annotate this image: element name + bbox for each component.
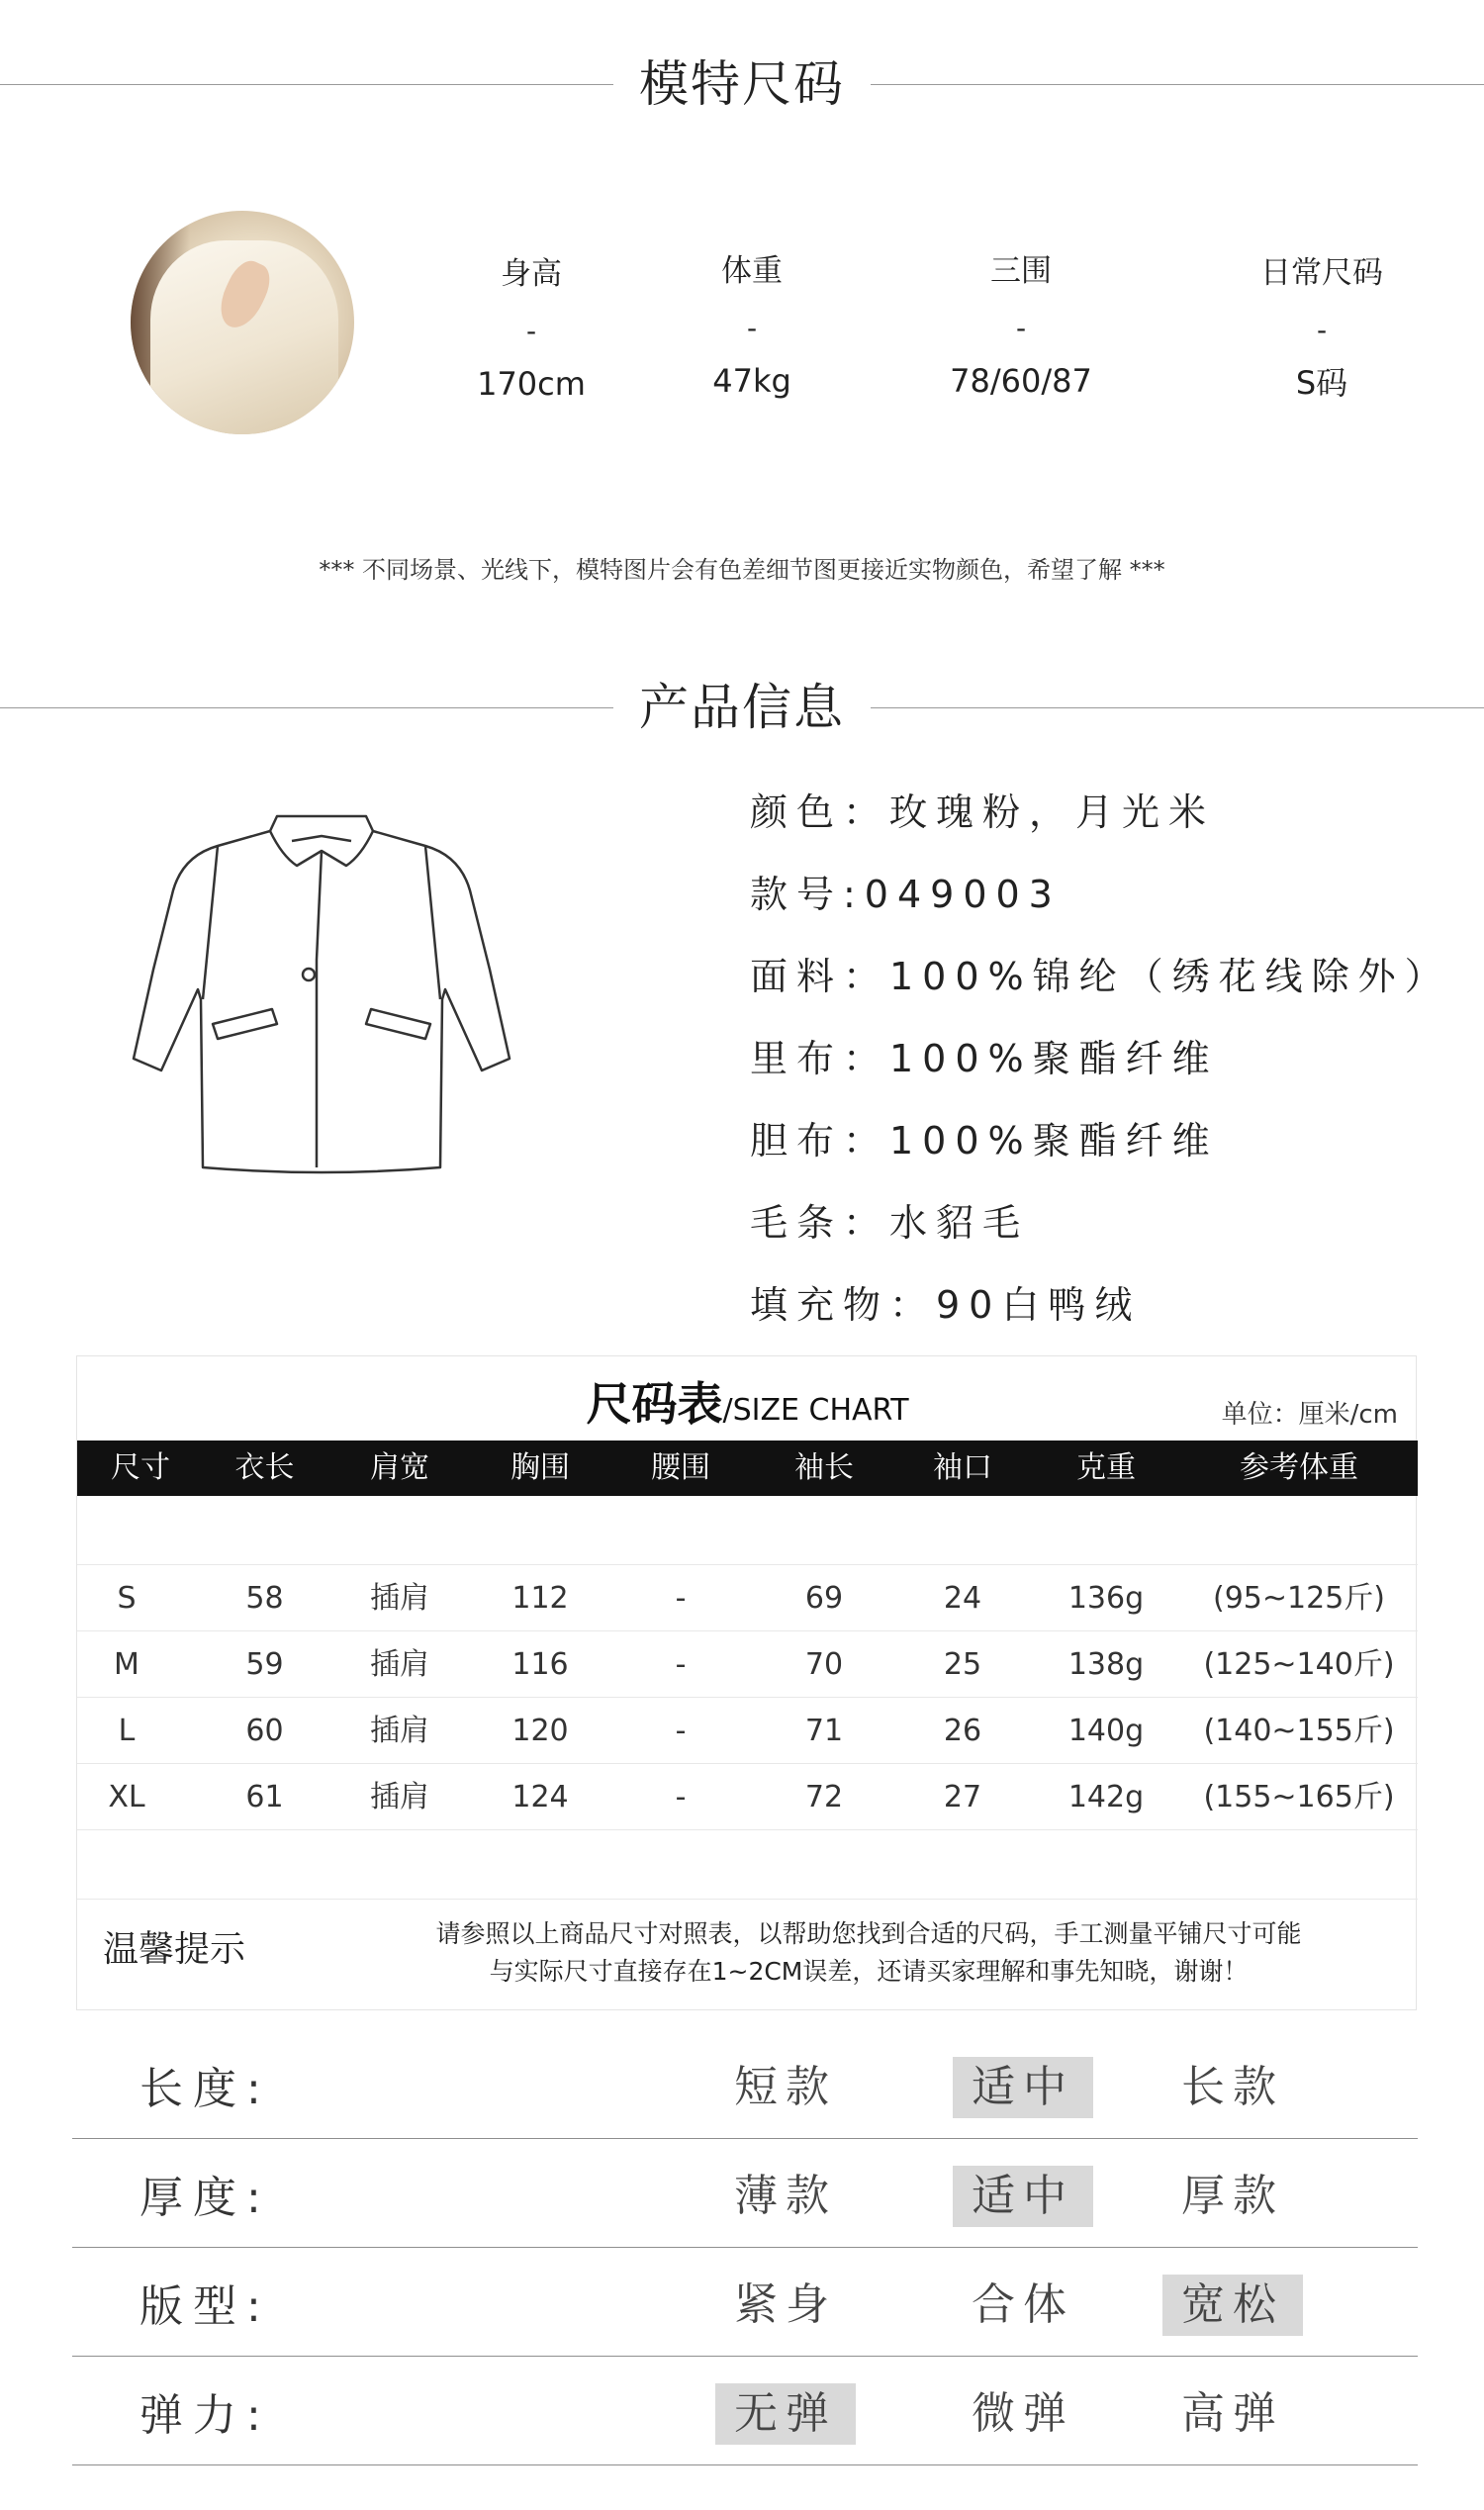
- stat-label: 身高: [501, 256, 562, 292]
- cell-sleeve: 69: [804, 1581, 844, 1616]
- model-stat-weight: [653, 249, 851, 404]
- attribute-row-length: [72, 2030, 1418, 2139]
- header-cell-ref-weight: 参考体重: [1240, 1450, 1358, 1485]
- table-spacer-row: [77, 1496, 1418, 1565]
- color-disclaimer-note: *** 不同场景、光线下，模特图片会有色差细节图更接近实物颜色，希望了解 ***: [319, 556, 1165, 584]
- attribute-option: 微弹: [972, 2388, 1074, 2439]
- stat-label: 体重: [721, 253, 783, 289]
- model-stat-measurements: [922, 249, 1120, 404]
- model-avatar: [131, 211, 354, 434]
- cell-ref-weight: (140~155斤): [1203, 1714, 1395, 1748]
- attribute-name: 长度:: [139, 2064, 271, 2114]
- table-row: [77, 1631, 1418, 1698]
- product-info-list: [750, 772, 1462, 1347]
- size-chart-title-en: /SIZE CHART: [722, 1393, 909, 1428]
- attribute-option: 长款: [1181, 2062, 1284, 2112]
- title-rule-right: [871, 707, 1484, 708]
- model-stat-daily-size: [1223, 251, 1421, 406]
- header-cell-sleeve: 袖长: [794, 1450, 854, 1485]
- stat-dash: -: [525, 315, 537, 347]
- cell-shoulder: 插肩: [370, 1714, 429, 1748]
- attribute-option: 适中: [953, 2166, 1093, 2227]
- size-chart: [76, 1355, 1417, 2010]
- cell-cuff: 26: [943, 1714, 982, 1748]
- stat-value: S码: [1295, 364, 1348, 402]
- cell-size: XL: [108, 1780, 145, 1814]
- size-chart-title-cn: 尺码表: [586, 1377, 723, 1431]
- header-cell-cuff: 袖口: [933, 1450, 992, 1485]
- size-chart-header-row: [77, 1441, 1418, 1496]
- title-rule-left: [0, 84, 613, 85]
- stat-label: 日常尺码: [1260, 255, 1383, 291]
- cell-ref-weight: (125~140斤): [1203, 1647, 1395, 1682]
- attribute-option: 宽松: [1162, 2275, 1303, 2336]
- cell-size: L: [118, 1714, 136, 1748]
- product-info-fabric: 面料：100%锦纶（绣花线除外）: [750, 955, 1451, 998]
- attribute-name: 厚度:: [139, 2173, 271, 2223]
- stat-dash: -: [1015, 312, 1027, 344]
- attribute-option: 高弹: [1181, 2388, 1284, 2439]
- stat-dash: -: [746, 312, 758, 344]
- cell-chest: 112: [511, 1581, 569, 1616]
- attribute-name: 弹力:: [139, 2390, 271, 2441]
- title-rule-right: [871, 84, 1484, 85]
- cell-sleeve: 70: [804, 1647, 844, 1682]
- product-info-color: 颜色：玫瑰粉，月光米: [750, 790, 1216, 834]
- warm-tip-text: [374, 1915, 1363, 1991]
- size-chart-title: [77, 1374, 1418, 1434]
- product-info-fur-trim: 毛条：水貂毛: [750, 1201, 1030, 1245]
- attribute-row-elasticity: [72, 2357, 1418, 2465]
- attribute-option: 薄款: [734, 2171, 837, 2221]
- header-cell-shoulder: 肩宽: [370, 1450, 429, 1485]
- attribute-option: 厚款: [1181, 2171, 1284, 2221]
- header-cell-weight: 克重: [1076, 1450, 1136, 1485]
- table-row: [77, 1764, 1418, 1830]
- stat-value: 47kg: [712, 362, 791, 400]
- title-rule-left: [0, 707, 613, 708]
- attribute-option: 紧身: [734, 2279, 837, 2330]
- cell-shoulder: 插肩: [370, 1780, 429, 1814]
- attribute-row-fit: [72, 2248, 1418, 2357]
- cell-cuff: 24: [943, 1581, 982, 1616]
- table-row: [77, 1565, 1418, 1631]
- cell-size: M: [114, 1647, 139, 1682]
- header-cell-chest: 胸围: [510, 1450, 570, 1485]
- cell-length: 58: [245, 1581, 284, 1616]
- cell-chest: 124: [511, 1780, 569, 1814]
- cell-cuff: 25: [943, 1647, 982, 1682]
- stat-label: 三围: [990, 253, 1052, 289]
- table-spacer-row: [77, 1830, 1418, 1900]
- section-heading: 产品信息: [639, 679, 845, 736]
- header-cell-waist: 腰围: [651, 1450, 710, 1485]
- cell-waist: -: [675, 1780, 687, 1814]
- product-info-filling: 填充物：90白鸭绒: [750, 1283, 1142, 1327]
- cell-sleeve: 71: [804, 1714, 844, 1748]
- size-chart-unit: 单位：厘米/cm: [1221, 1400, 1398, 1430]
- cell-size: S: [117, 1581, 137, 1616]
- cell-length: 60: [245, 1714, 284, 1748]
- stat-value: 170cm: [477, 365, 586, 403]
- warm-tip-label: 温馨提示: [103, 1929, 246, 1970]
- cell-shoulder: 插肩: [370, 1647, 429, 1682]
- cell-chest: 116: [511, 1647, 569, 1682]
- model-stat-height: [432, 252, 630, 407]
- cell-length: 59: [245, 1647, 284, 1682]
- warm-tip-line-1: 请参照以上商品尺寸对照表，以帮助您找到合适的尺码，手工测量平铺尺寸可能: [435, 1919, 1302, 1948]
- coat-sketch-illustration: [124, 811, 519, 1187]
- cell-ref-weight: (95~125斤): [1213, 1581, 1385, 1616]
- cell-chest: 120: [511, 1714, 569, 1748]
- attribute-name: 版型:: [139, 2281, 271, 2332]
- section-heading: 模特尺码: [639, 55, 845, 113]
- attribute-option: 无弹: [715, 2383, 856, 2445]
- attribute-option: 短款: [734, 2062, 837, 2112]
- product-info-section-title: [0, 673, 1484, 742]
- attribute-row-thickness: [72, 2139, 1418, 2248]
- stat-dash: -: [1316, 314, 1328, 346]
- product-info-inner-lining: 胆布：100%聚酯纤维: [750, 1119, 1219, 1162]
- attribute-option: 合体: [972, 2279, 1074, 2330]
- cell-waist: -: [675, 1647, 687, 1682]
- product-info-lining: 里布：100%聚酯纤维: [750, 1037, 1219, 1080]
- cell-waist: -: [675, 1714, 687, 1748]
- cell-weight: 136g: [1067, 1581, 1145, 1616]
- header-cell-length: 衣长: [234, 1450, 295, 1485]
- cell-weight: 142g: [1067, 1780, 1145, 1814]
- cell-weight: 138g: [1067, 1647, 1145, 1682]
- cell-ref-weight: (155~165斤): [1203, 1780, 1395, 1814]
- table-row: [77, 1698, 1418, 1764]
- attribute-option: 适中: [953, 2057, 1093, 2118]
- cell-cuff: 27: [943, 1780, 982, 1814]
- model-size-section-title: [0, 49, 1484, 119]
- warm-tip-line-2: 与实际尺寸直接存在1~2CM误差，还请买家理解和事先知晓，谢谢！: [489, 1957, 1249, 1986]
- cell-sleeve: 72: [804, 1780, 844, 1814]
- cell-waist: -: [675, 1581, 687, 1616]
- cell-shoulder: 插肩: [370, 1581, 429, 1616]
- cell-length: 61: [245, 1780, 284, 1814]
- stat-value: 78/60/87: [950, 362, 1092, 400]
- product-info-style-no: 款号:049003: [750, 873, 1062, 916]
- header-cell-size: 尺寸: [111, 1450, 170, 1485]
- cell-weight: 140g: [1067, 1714, 1145, 1748]
